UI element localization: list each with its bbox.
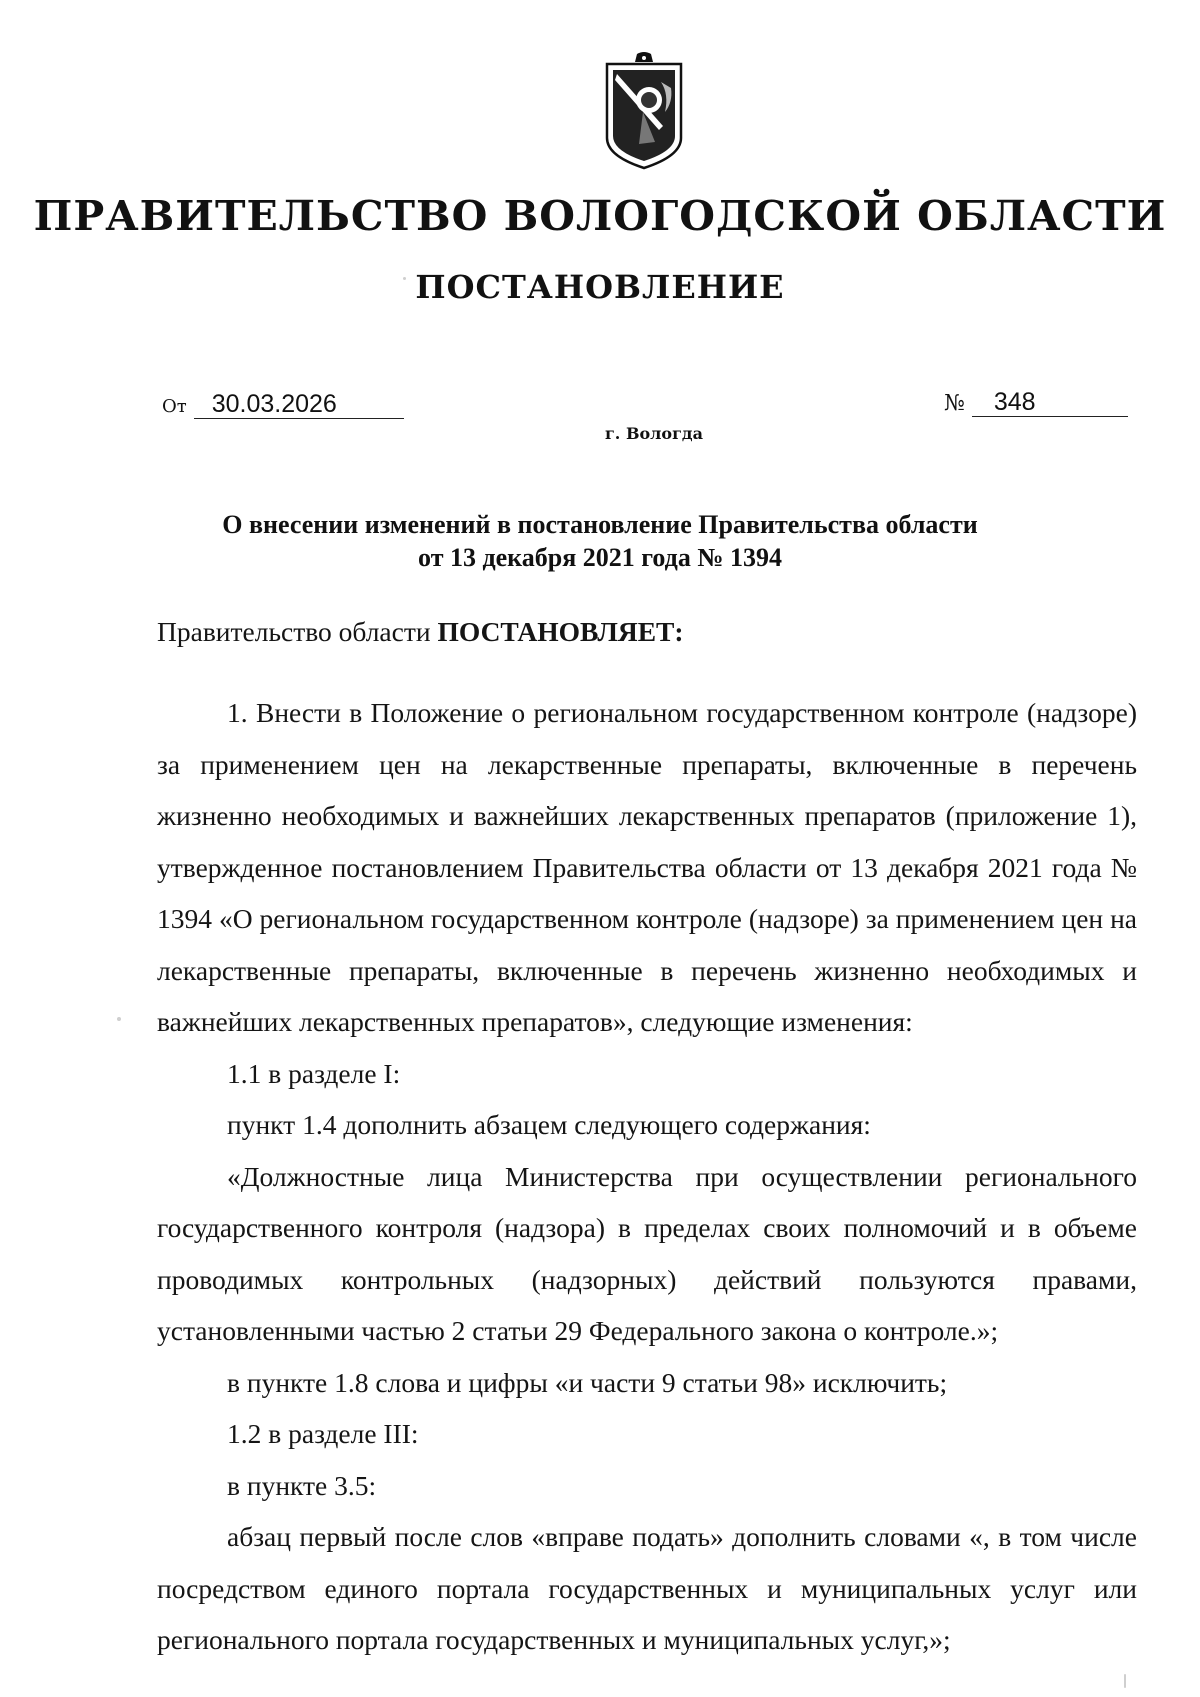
paragraph-1: 1. Внести в Положение о региональном государственном контроле (надзоре) за применением цен на лекарственные препараты, включенные в перечень жизненно необходимых и важнейших лекарственных препаратов (приложение 1), утвержденное постановлением Правительства области от 13 декабря 2021 года № 1394 «О региональном государственном контроле (надзоре) за применением цен на лекарственные препараты, включенные в перечень жизненно необходимых и важнейших лекарственных препаратов», следующие изменения: <box>157 697 1137 1037</box>
date-label: От <box>162 396 187 417</box>
paragraph-1-1: 1.1 в разделе I: <box>227 1057 401 1089</box>
document-type: ПОСТАНОВЛЕНИЕ <box>415 268 785 306</box>
date-field <box>162 390 404 419</box>
organization-name: ПРАВИТЕЛЬСТВО ВОЛОГОДСКОЙ ОБЛАСТИ <box>33 192 1167 240</box>
paragraph-1-2: 1.2 в разделе III: <box>227 1418 419 1449</box>
document-title <box>0 508 1200 574</box>
coat-of-arms-emblem <box>603 52 685 170</box>
title-line-2: от 13 декабря 2021 года № 1394 <box>418 543 782 572</box>
date-value: 30.03.2026 <box>194 390 404 419</box>
scan-speck <box>117 1017 121 1021</box>
number-field <box>944 388 1128 417</box>
preamble-text: Правительство области <box>157 616 438 647</box>
document-body <box>157 612 1137 1666</box>
paragraph-quote: «Должностные лица Министерства при осуществлении регионального государственного контроля (надзора) в пределах своих полномочий и в объеме проводимых контрольных (надзорных) действий пользуются правами, установленными частью 2 статьи 29 Федерального закона о контроле.»; <box>157 1160 1137 1346</box>
scan-speck <box>403 277 406 280</box>
preamble <box>157 612 1137 652</box>
preamble-bold: ПОСТАНОВЛЯЕТ: <box>437 616 684 647</box>
scan-speck <box>1124 1674 1126 1688</box>
paragraph-item-3-5: в пункте 3.5: <box>227 1469 377 1501</box>
number-label: № <box>944 391 965 416</box>
paragraph-amendment: абзац первый после слов «вправе подать» дополнить словами «, в том числе посредством единого портала государственных и муниципальных услуг или регионального портала государственных и муниципальных услуг,»; <box>157 1521 1137 1655</box>
title-line-1: О внесении изменений в постановление Правительства области <box>222 510 978 539</box>
paragraph-item-1-8: в пункте 1.8 слова и цифры «и части 9 статьи 98» исключить; <box>227 1366 948 1398</box>
number-value: 348 <box>972 388 1128 417</box>
paragraph-item-1-4: пункт 1.4 дополнить абзацем следующего содержания: <box>227 1109 871 1140</box>
city-name: г. Вологда <box>605 424 703 443</box>
